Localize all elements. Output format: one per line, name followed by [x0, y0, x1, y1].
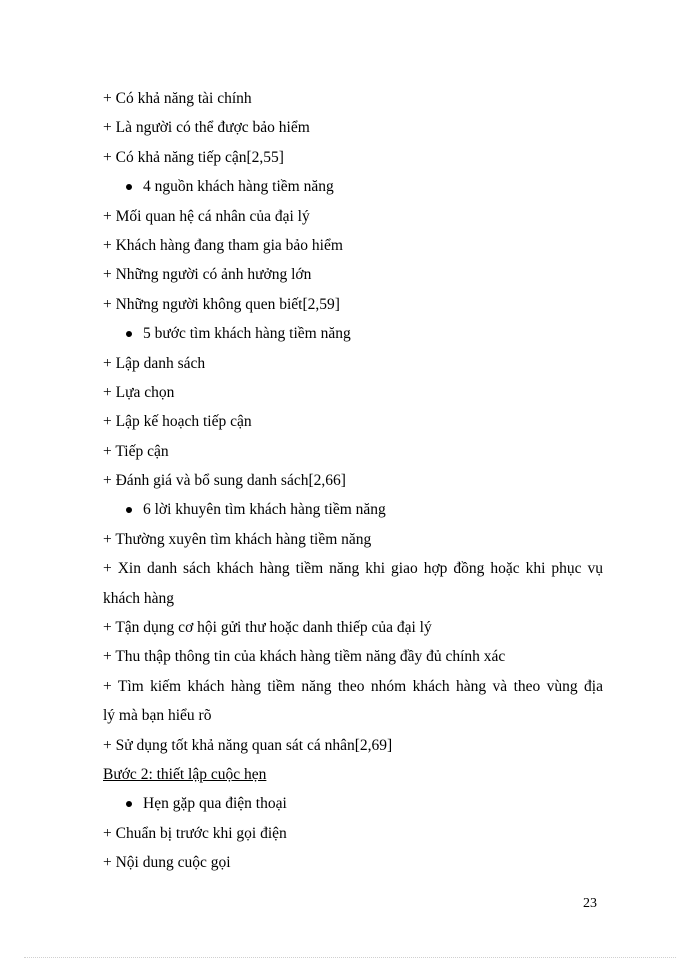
page-body	[103, 84, 603, 878]
list-item: + Tìm kiếm khách hàng tiềm năng theo nhóm khách hàng và theo vùng địa	[103, 677, 603, 695]
list-item: + Mối quan hệ cá nhân của đại lý	[103, 207, 310, 225]
list-item-continuation: khách hàng	[103, 589, 175, 607]
list-item-continuation: lý mà bạn hiểu rõ	[103, 707, 212, 725]
list-item: + Thường xuyên tìm khách hàng tiềm năng	[103, 530, 372, 548]
list-item: + Là người có thể được bảo hiểm	[103, 119, 310, 137]
bullet-icon	[126, 801, 132, 807]
list-item: + Nội dung cuộc gọi	[103, 854, 231, 872]
bullet-icon	[126, 507, 132, 513]
list-item: + Có khả năng tiếp cận[2,55]	[103, 148, 284, 166]
bullet-item	[103, 495, 603, 524]
bullet-item	[103, 319, 603, 348]
list-item: + Xin danh sách khách hàng tiềm năng khi giao hợp đồng hoặc khi phục vụ	[103, 560, 603, 578]
list-item: + Tận dụng cơ hội gửi thư hoặc danh thiếp của đại lý	[103, 619, 432, 637]
bullet-item	[103, 789, 603, 818]
list-item: + Những người có ảnh hưởng lớn	[103, 266, 312, 284]
section-heading-text: Bước 2: thiết lập cuộc hẹn	[103, 765, 267, 783]
bullet-label: 5 bước tìm khách hàng tiềm năng	[143, 325, 351, 343]
bullet-icon	[126, 331, 132, 337]
list-item: + Chuẩn bị trước khi gọi điện	[103, 824, 287, 842]
bullet-label: 4 nguồn khách hàng tiềm năng	[143, 178, 334, 196]
list-item: + Có khả năng tài chính	[103, 90, 252, 107]
bullet-item	[103, 172, 603, 201]
list-item: + Thu thập thông tin của khách hàng tiềm năng đầy đủ chính xác	[103, 648, 506, 666]
page-number: 23	[583, 896, 597, 911]
page-edge-divider	[24, 957, 676, 958]
list-item: + Tiếp cận	[103, 442, 169, 460]
bullet-label: Hẹn gặp qua điện thoại	[143, 795, 287, 813]
list-item: + Lập danh sách	[103, 354, 206, 372]
bullet-icon	[126, 184, 132, 190]
list-item: + Lập kế hoạch tiếp cận	[103, 413, 252, 431]
bullet-label: 6 lời khuyên tìm khách hàng tiềm năng	[143, 501, 386, 519]
list-item: + Đánh giá và bổ sung danh sách[2,66]	[103, 472, 346, 490]
list-item: + Khách hàng đang tham gia bảo hiểm	[103, 236, 343, 254]
list-item: + Những người không quen biết[2,59]	[103, 295, 340, 313]
section-heading	[103, 760, 603, 789]
list-item: + Sử dụng tốt khả năng quan sát cá nhân[2,69]	[103, 736, 393, 754]
list-item: + Lựa chọn	[103, 383, 175, 401]
